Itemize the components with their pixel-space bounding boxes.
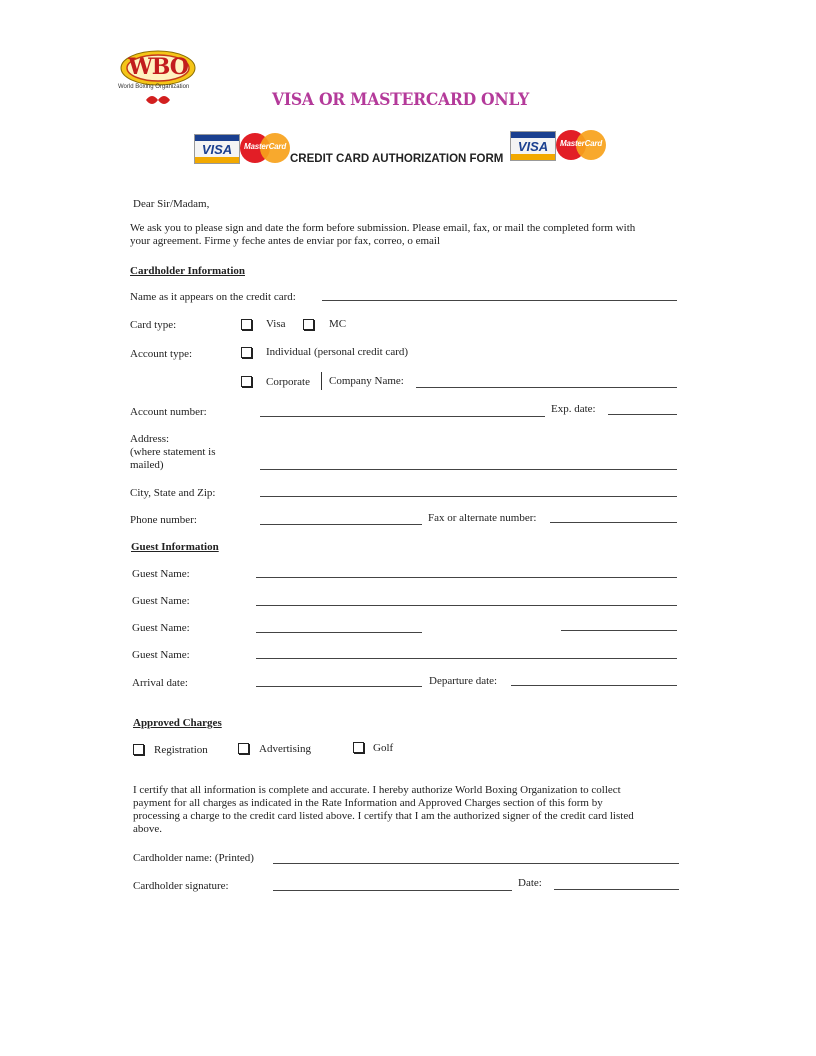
fax-number-label: Fax or alternate number:	[428, 512, 537, 524]
certify-line-1: I certify that all information is complete and accurate. I hereby authorize World Boxing Organization to collect	[133, 784, 621, 796]
mastercard-logo-text: MasterCard	[243, 142, 287, 151]
cardholder-signature-field[interactable]	[273, 890, 512, 891]
visa-logo-icon	[194, 134, 240, 164]
mastercard-logo-icon-right	[556, 130, 606, 160]
guest-name-label-4: Guest Name:	[132, 649, 190, 661]
visa-logo-text: VISA	[201, 142, 233, 157]
wbo-logo	[118, 48, 204, 114]
guest-name-field-1[interactable]	[256, 577, 677, 578]
arrival-date-field[interactable]	[256, 686, 422, 687]
individual-option-label: Individual (personal credit card)	[266, 346, 409, 358]
intro-paragraph	[130, 222, 690, 248]
phone-number-field[interactable]	[260, 524, 422, 525]
visa-checkbox[interactable]	[241, 319, 252, 330]
address-field[interactable]	[260, 469, 677, 470]
city-state-zip-field[interactable]	[260, 496, 677, 497]
cardholder-printed-name-field[interactable]	[273, 863, 679, 864]
account-type-label: Account type:	[130, 348, 193, 360]
city-state-zip-label: City, State and Zip:	[130, 487, 216, 499]
visa-option-label: Visa	[266, 318, 286, 330]
form-title: CREDIT CARD AUTHORIZATION FORM	[290, 153, 504, 165]
account-number-label: Account number:	[130, 406, 207, 418]
logo-text: WBO	[128, 54, 188, 80]
certify-line-3: processing a charge to the credit card listed above. I certify that I am the authorized signer of the credit card listed	[133, 810, 634, 822]
guest-name-field-3b[interactable]	[561, 630, 677, 631]
guest-name-field-3a[interactable]	[256, 632, 422, 633]
signature-date-field[interactable]	[554, 889, 679, 890]
mastercard-logo-text-right: MasterCard	[559, 139, 603, 148]
advertising-checkbox[interactable]	[238, 743, 249, 754]
company-name-field[interactable]	[416, 387, 677, 388]
corporate-divider	[321, 372, 322, 390]
phone-number-label: Phone number:	[130, 514, 197, 526]
mastercard-logo-icon	[240, 133, 290, 163]
guest-name-field-2[interactable]	[256, 605, 677, 606]
golf-label: Golf	[373, 742, 394, 754]
departure-date-field[interactable]	[511, 685, 677, 686]
guest-name-label-2: Guest Name:	[132, 595, 190, 607]
address-label-2: (where statement is	[130, 446, 216, 458]
certify-line-4: above.	[133, 823, 163, 835]
arrival-date-label: Arrival date:	[132, 677, 188, 689]
corporate-checkbox[interactable]	[241, 376, 252, 387]
cardholder-name-field[interactable]	[322, 300, 677, 301]
intro-line-2: your agreement. Firme y feche antes de enviar por fax, correo, o email	[130, 235, 441, 247]
mc-checkbox[interactable]	[303, 319, 314, 330]
departure-date-label: Departure date:	[429, 675, 498, 687]
certification-paragraph	[133, 784, 693, 836]
exp-date-field[interactable]	[608, 414, 677, 415]
cardholder-signature-label: Cardholder signature:	[133, 880, 229, 892]
registration-checkbox[interactable]	[133, 744, 144, 755]
approved-charges-heading: Approved Charges	[133, 717, 222, 729]
registration-label: Registration	[154, 744, 208, 756]
individual-checkbox[interactable]	[241, 347, 252, 358]
cardholder-name-label: Name as it appears on the credit card:	[130, 291, 296, 303]
exp-date-label: Exp. date:	[551, 403, 596, 415]
mc-option-label: MC	[329, 318, 347, 330]
fax-number-field[interactable]	[550, 522, 677, 523]
address-label-1: Address:	[130, 433, 170, 445]
card-type-label: Card type:	[130, 319, 177, 331]
signature-date-label: Date:	[518, 877, 542, 889]
corporate-option-label: Corporate	[266, 376, 310, 388]
guest-name-field-4[interactable]	[256, 658, 677, 659]
intro-line-1: We ask you to please sign and date the form before submission. Please email, fax, or mail the completed form with	[130, 222, 636, 234]
logo-tagline: World Boxing Organization	[118, 84, 190, 90]
address-label	[130, 433, 240, 472]
cardholder-printed-name-label: Cardholder name: (Printed)	[133, 852, 254, 864]
company-name-label: Company Name:	[329, 375, 404, 387]
account-number-field[interactable]	[260, 416, 545, 417]
certify-line-2: payment for all charges as indicated in the Rate Information and Approved Charges section of this form by	[133, 797, 603, 809]
guest-heading: Guest Information	[131, 541, 219, 553]
guest-name-label-1: Guest Name:	[132, 568, 190, 580]
cardholder-heading: Cardholder Information	[130, 265, 245, 277]
guest-name-label-3: Guest Name:	[132, 622, 190, 634]
visa-logo-icon-right	[510, 131, 556, 161]
address-label-3: mailed)	[130, 459, 164, 471]
visa-logo-text-right: VISA	[517, 139, 549, 154]
salutation: Dear Sir/Madam,	[133, 198, 210, 210]
golf-checkbox[interactable]	[353, 742, 364, 753]
advertising-label: Advertising	[259, 743, 311, 755]
banner-title: VISA OR MASTERCARD ONLY	[272, 90, 530, 110]
